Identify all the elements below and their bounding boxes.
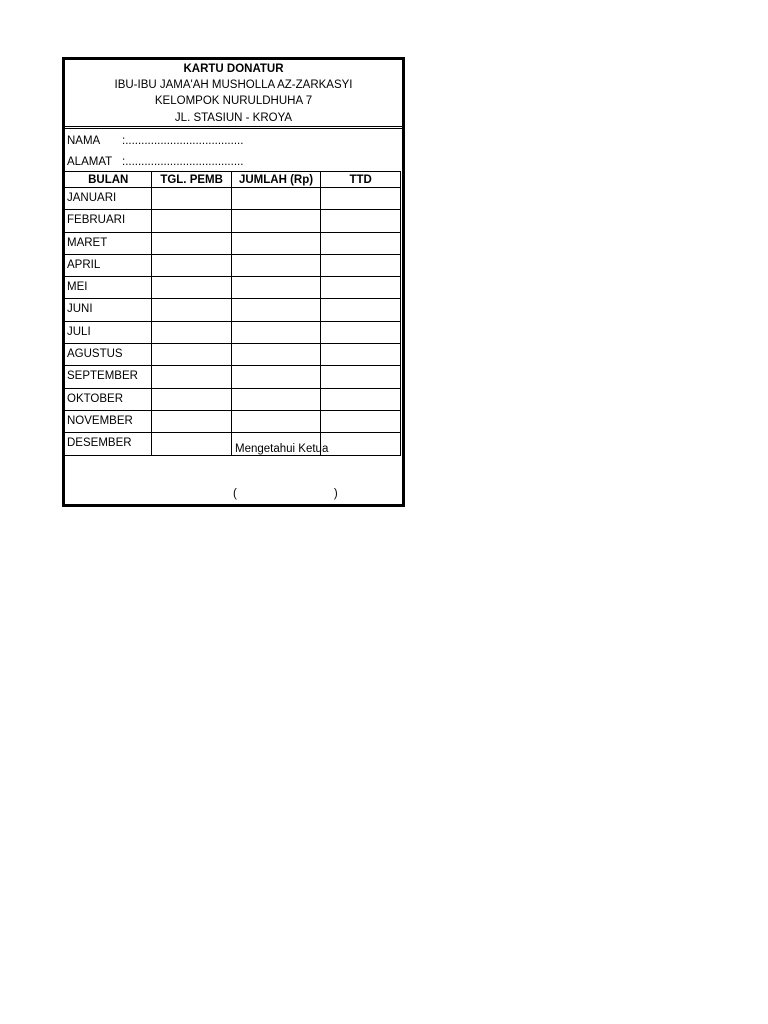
signature-cell (321, 366, 401, 388)
month-cell: JANUARI (65, 188, 152, 210)
signature-cell (321, 410, 401, 432)
table-row (65, 388, 401, 410)
month-cell: JUNI (65, 299, 152, 321)
signature-cell (321, 388, 401, 410)
table-row (65, 254, 401, 276)
signature-cell (321, 232, 401, 254)
payment-date-cell (152, 188, 231, 210)
card-header (65, 60, 402, 126)
table-header-row (65, 172, 401, 188)
donor-card (62, 57, 405, 507)
table-row (65, 210, 401, 232)
table-row (65, 410, 401, 432)
signature-cell (321, 188, 401, 210)
column-header-month: BULAN (65, 172, 152, 188)
column-header-payment-date: TGL. PEMB (152, 172, 231, 188)
amount-cell (231, 344, 320, 366)
signature-cell (321, 254, 401, 276)
table-row (65, 188, 401, 210)
amount-cell (231, 232, 320, 254)
month-cell: MARET (65, 232, 152, 254)
table-row (65, 277, 401, 299)
address-label: ALAMAT (67, 156, 113, 168)
name-label: NAMA (67, 135, 101, 147)
payment-date-cell (152, 321, 231, 343)
payment-date-cell (152, 277, 231, 299)
month-cell: NOVEMBER (65, 410, 152, 432)
table-row (65, 344, 401, 366)
name-dotted-line: :..................................... (122, 135, 244, 147)
signature-cell (321, 299, 401, 321)
payment-date-cell (152, 232, 231, 254)
table-row (65, 232, 401, 254)
table-row (65, 433, 401, 455)
signature-cell (321, 344, 401, 366)
group-name: KELOMPOK NURULDHUHA 7 (154, 95, 313, 108)
month-cell: DESEMBER (65, 433, 152, 455)
month-cell: FEBRUARI (65, 210, 152, 232)
table-row (65, 299, 401, 321)
month-cell: MEI (65, 277, 152, 299)
payment-table (64, 171, 401, 456)
amount-cell (231, 188, 320, 210)
acknowledged-by-chair-label: Mengetahui Ketua (235, 443, 329, 455)
payment-date-cell (152, 299, 231, 321)
amount-cell (231, 388, 320, 410)
amount-cell (231, 254, 320, 276)
amount-cell (231, 299, 320, 321)
column-header-signature: TTD (321, 172, 401, 188)
address-line: JL. STASIUN - KROYA (174, 111, 293, 124)
amount-cell (231, 210, 320, 232)
amount-cell (231, 366, 320, 388)
month-cell: OKTOBER (65, 388, 152, 410)
signature-space (233, 488, 338, 500)
month-cell: SEPTEMBER (65, 366, 152, 388)
signature-close-paren: ) (333, 488, 338, 500)
organization-name: IBU-IBU JAMA'AH MUSHOLLA AZ-ZARKASYI (114, 79, 353, 92)
signature-open-paren: ( (233, 488, 237, 500)
signature-cell (321, 321, 401, 343)
table-row (65, 321, 401, 343)
payment-date-cell (152, 433, 231, 455)
card-title: KARTU DONATUR (183, 63, 284, 75)
payment-date-cell (152, 210, 231, 232)
month-cell: JULI (65, 321, 152, 343)
month-cell: APRIL (65, 254, 152, 276)
month-cell: AGUSTUS (65, 344, 152, 366)
payment-date-cell (152, 388, 231, 410)
payment-date-cell (152, 410, 231, 432)
signature-cell (321, 210, 401, 232)
address-dotted-line: :..................................... (122, 156, 244, 168)
signature-cell (321, 277, 401, 299)
payment-date-cell (152, 366, 231, 388)
signature-cell (321, 433, 401, 455)
amount-cell (231, 321, 320, 343)
payment-date-cell (152, 344, 231, 366)
amount-cell (231, 277, 320, 299)
header-divider (65, 126, 402, 129)
column-header-amount: JUMLAH (Rp) (231, 172, 320, 188)
address-field (67, 152, 402, 172)
amount-cell (231, 410, 320, 432)
table-row (65, 366, 401, 388)
payment-date-cell (152, 254, 231, 276)
name-field (67, 131, 402, 151)
